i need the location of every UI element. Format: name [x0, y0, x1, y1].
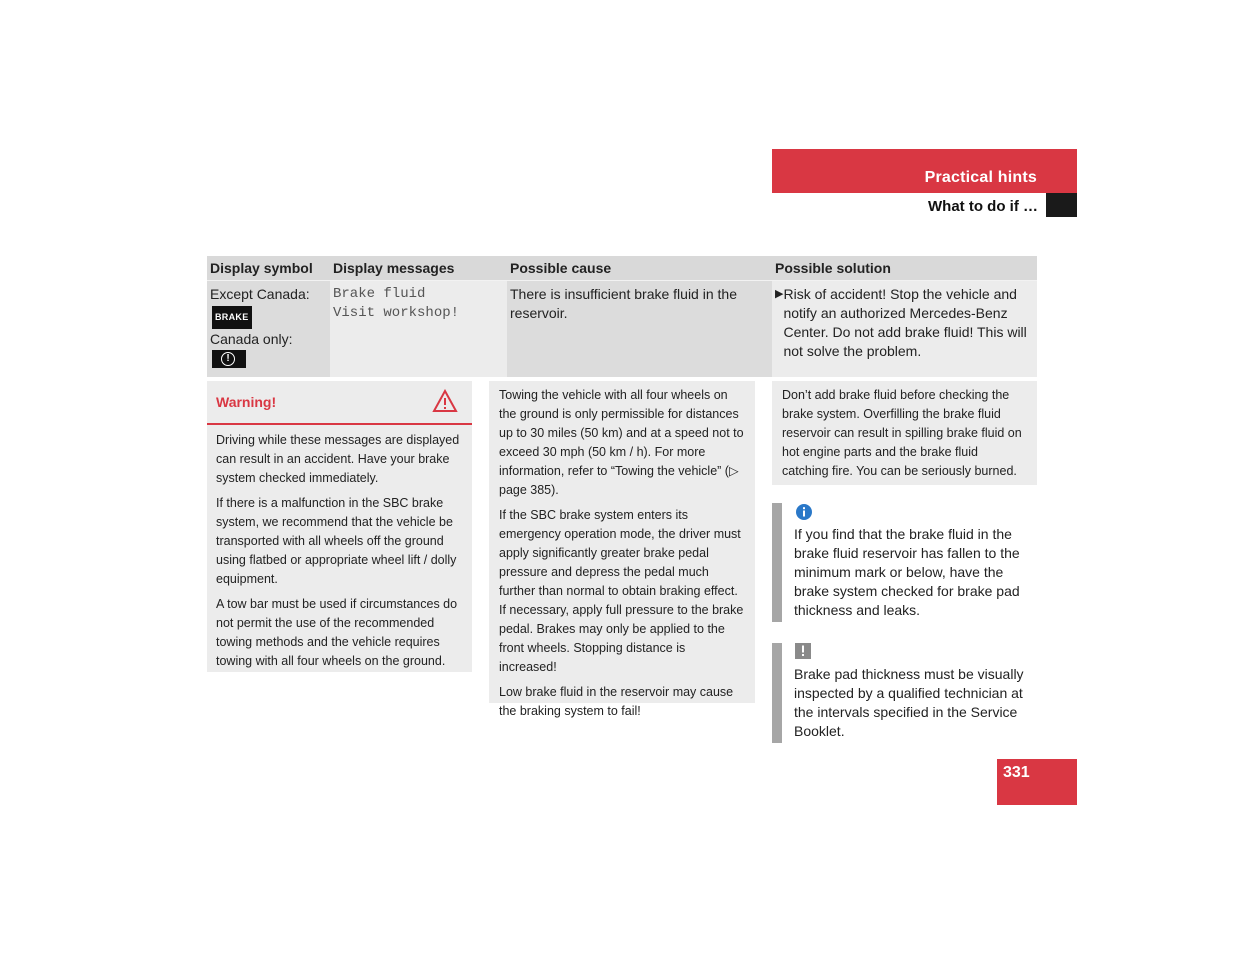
emergency-mode-paragraph: If the SBC brake system enters its emergency operation mode, the driver must apply significantly greater brake pedal pressure and depress the pedal much further than normal to obtain braking effect. If necessary, apply full pressure to the brake pedal. Brakes may only be applied to the front wheels. Stopping distance is increased! — [499, 508, 744, 674]
warning-paragraph: If there is a malfunction in the SBC brake system, we recommend that the vehicle be transported with all wheels off the ground using flatbed or appropriate wheel lift / dolly equipment. — [216, 496, 457, 586]
brake-warning-icon: BRAKE — [212, 306, 252, 329]
warning-triangle-icon — [432, 389, 458, 413]
exclamation-icon — [795, 643, 811, 659]
cause-cell: There is insufficient brake fluid in the reservoir. — [507, 281, 772, 378]
table-header-row — [207, 256, 1037, 281]
bullet-arrow-icon: ▶ — [775, 288, 784, 300]
except-canada-label: Except Canada: — [210, 286, 310, 302]
table-row — [207, 281, 1037, 378]
header-possible-solution: Possible solution — [772, 256, 1037, 281]
warning-paragraph: A tow bar must be used if circumstances do not permit the use of the recommended towing methods and the vehicle requires towing with all four wheels on the ground. — [216, 597, 458, 668]
towing-paragraph: Towing the vehicle with all four wheels on the ground is only permissible for distances up to 30 miles (50 km) and at a speed not to exceed 30 mph (50 km / h). For more information, refer to “Towing the vehicle” (▷ page 385). — [499, 388, 744, 497]
low-fluid-paragraph: Low brake fluid in the reservoir may cause the braking system to fail! — [499, 685, 734, 718]
solution-cell — [772, 281, 1037, 378]
caution-text: Don’t add brake fluid before checking the brake system. Overfilling the brake fluid reservoir can result in spilling brake fluid on hot engine parts and the brake fluid catching fire. You can be seriously burned. — [782, 388, 1022, 478]
page-number-badge — [997, 759, 1077, 805]
message-line-2: Visit workshop! — [333, 305, 460, 321]
info-icon — [795, 503, 813, 521]
message-line-1: Brake fluid — [333, 286, 426, 302]
header-possible-cause: Possible cause — [507, 256, 772, 281]
solution-text: Risk of accident! Stop the vehicle and notify an authorized Mercedes-Benz Center. Do not add brake fluid! This will not solve the problem. — [783, 286, 1027, 359]
warning-paragraph: Driving while these messages are displayed can result in an accident. Have your brake system checked immediately. — [216, 433, 460, 485]
header-display-symbol: Display symbol — [207, 256, 330, 281]
brake-fluid-caution-box — [772, 381, 1037, 485]
notice-note — [772, 643, 1037, 743]
header-tab-block — [1046, 193, 1077, 217]
subsection-title: What to do if … — [928, 198, 1038, 215]
warning-title: Warning! — [216, 394, 277, 410]
display-messages-table — [207, 256, 1037, 377]
notice-note-text: Brake pad thickness must be visually inspected by a qualified technician at the intervals specified in the Service Booklet. — [794, 666, 1024, 739]
note-bar — [772, 643, 782, 743]
towing-info-box — [489, 381, 755, 718]
section-title: Practical hints — [924, 169, 1037, 186]
warning-box — [207, 381, 472, 672]
info-note-text: If you find that the brake fluid in the brake fluid reservoir has fallen to the minimum mark or below, have the brake system checked for brake pad thickness and leaks. — [794, 526, 1020, 618]
note-bar — [772, 503, 782, 622]
message-cell — [330, 281, 507, 378]
canada-only-label: Canada only: — [210, 331, 293, 347]
brake-circle-warning-icon: ! — [212, 350, 246, 368]
page-number: 331 — [1003, 764, 1030, 781]
header-display-messages: Display messages — [330, 256, 507, 281]
symbol-cell — [207, 281, 330, 378]
info-note — [772, 503, 1037, 622]
section-header-banner — [772, 149, 1077, 193]
